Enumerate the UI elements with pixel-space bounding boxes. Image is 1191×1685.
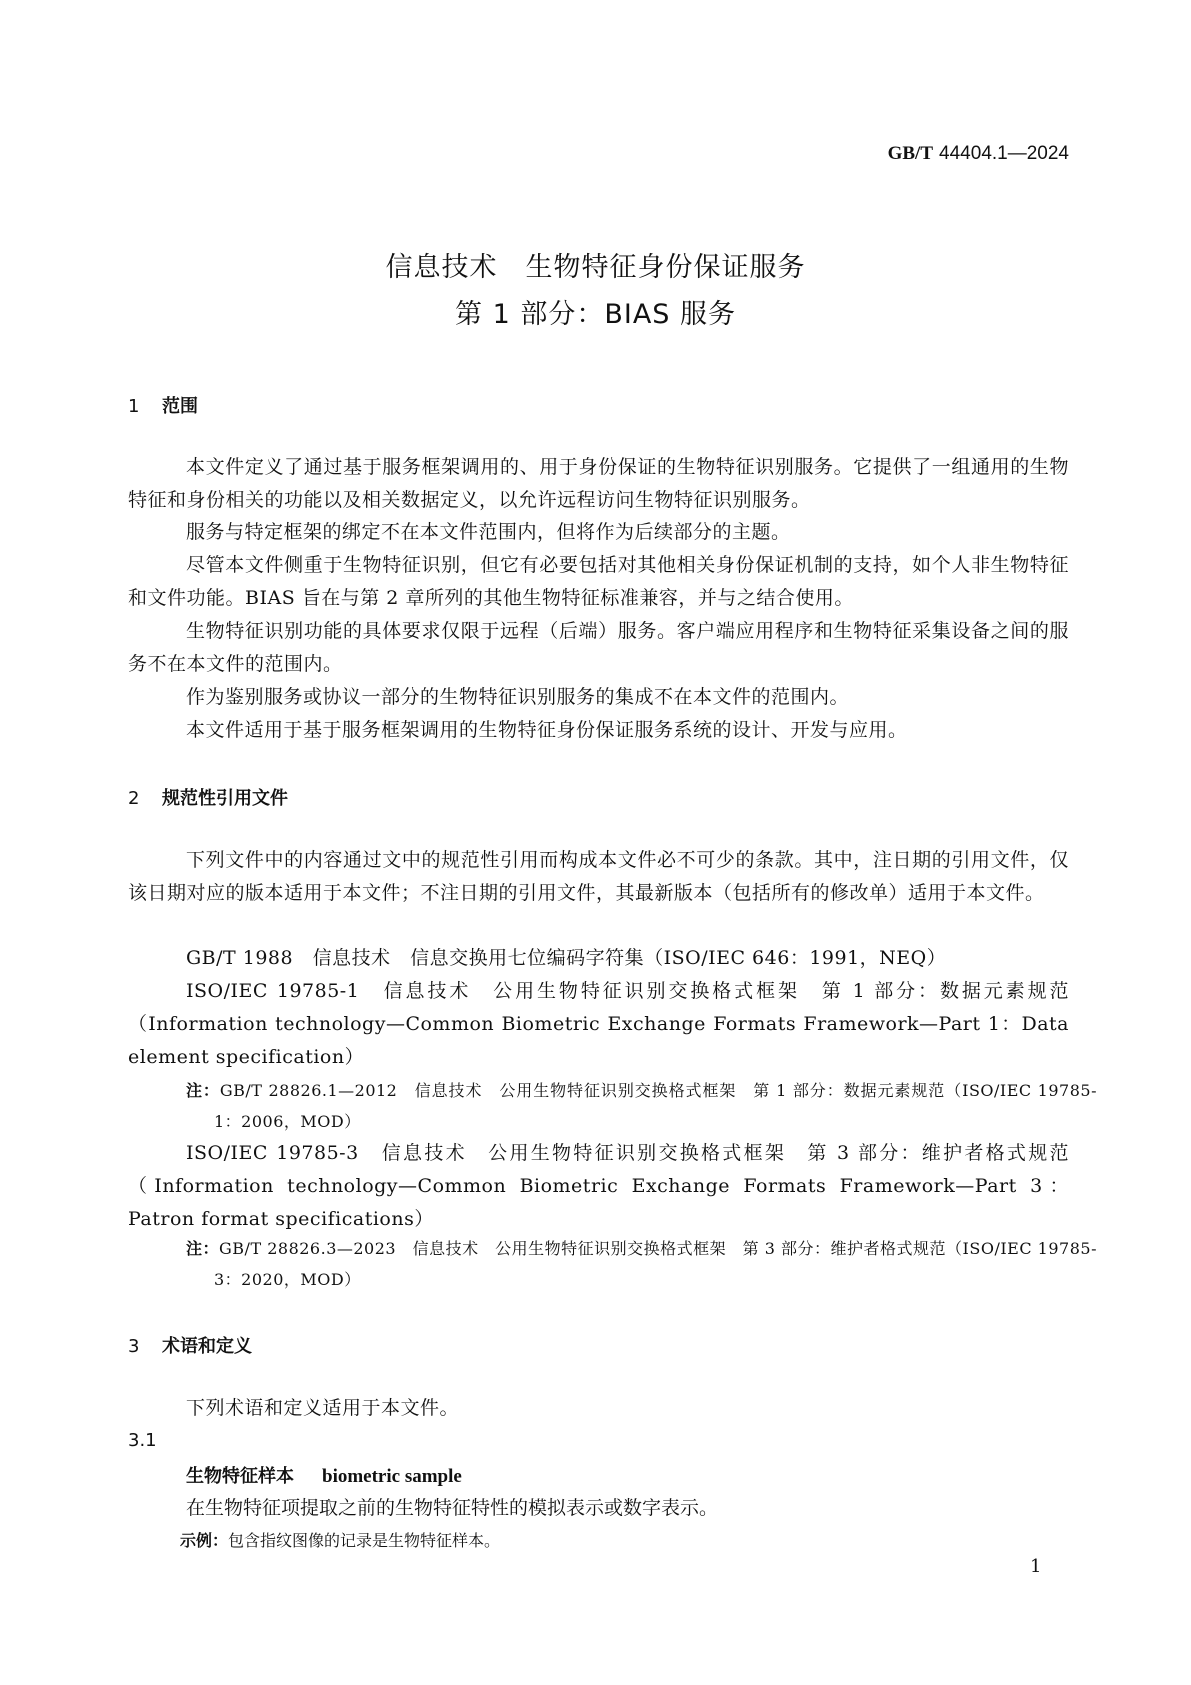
example-label: 示例： (180, 1531, 229, 1550)
section-number: 2 (128, 788, 140, 809)
section-number: 1 (128, 396, 140, 417)
section-heading-3 (128, 1332, 252, 1358)
reference-item: ISO/IEC 19785-3 信息技术 公用生物特征识别交换格式框架 第 3 部分：维护者格式规范（Information technology—Common Biometric Exchange Formats Framework—Part 3：Patron format specifications） (128, 1142, 1069, 1230)
standard-number (888, 142, 1069, 165)
section-title: 规范性引用文件 (162, 788, 288, 809)
note-text: GB/T 28826.1—2012 信息技术 公用生物特征识别交换格式框架 第 1 部分：数据元素规范（ISO/IEC 19785-1：2006，MOD） (214, 1081, 1097, 1131)
paragraph: 本文件适用于基于服务框架调用的生物特征身份保证服务系统的设计、开发与应用。 (186, 719, 908, 741)
term-zh: 生物特征样本 (186, 1466, 294, 1487)
paragraph: 下列术语和定义适用于本文件。 (186, 1397, 460, 1419)
reference-item: ISO/IEC 19785-1 信息技术 公用生物特征识别交换格式框架 第 1 部分：数据元素规范（Information technology—Common Biometric Exchange Formats Framework—Part 1：Data element specification） (128, 980, 1069, 1068)
example (180, 1528, 500, 1551)
section-heading-1 (128, 392, 198, 418)
title-line-1: 信息技术 生物特征身份保证服务 (385, 252, 806, 283)
term-definition: 在生物特征项提取之前的生物特征特性的模拟表示或数字表示。 (186, 1497, 719, 1519)
reference-item: GB/T 1988 信息技术 信息交换用七位编码字符集（ISO/IEC 646：1991，NEQ） (186, 947, 947, 969)
paragraph: 尽管本文件侧重于生物特征识别，但它有必要包括对其他相关身份保证机制的支持，如个人非生物特征和文件功能。BIAS 旨在与第 2 章所列的其他生物特征标准兼容，并与之结合使用。 (128, 554, 1069, 609)
example-text: 包含指纹图像的记录是生物特征样本。 (228, 1531, 501, 1550)
section-title: 范围 (162, 396, 198, 417)
page-number: 1 (1030, 1556, 1042, 1577)
note-label: 注： (186, 1239, 220, 1258)
note (186, 1233, 1097, 1295)
paragraph: 作为鉴别服务或协议一部分的生物特征识别服务的集成不在本文件的范围内。 (186, 686, 850, 708)
section-title: 术语和定义 (162, 1336, 252, 1357)
term-en: biometric sample (322, 1466, 462, 1487)
std-prefix: GB/T (887, 143, 933, 164)
std-number: 44404.1—2024 (939, 143, 1069, 164)
title-line-2: 第 1 部分：BIAS 服务 (454, 299, 737, 330)
term-number: 3.1 (128, 1430, 157, 1451)
paragraph: 本文件定义了通过基于服务框架调用的、用于身份保证的生物特征识别服务。它提供了一组通用的生物特征和身份相关的功能以及相关数据定义，以允许远程访问生物特征识别服务。 (128, 456, 1069, 511)
paragraph: 生物特征识别功能的具体要求仅限于远程（后端）服务。客户端应用程序和生物特征采集设备之间的服务不在本文件的范围内。 (128, 620, 1069, 675)
note-label: 注： (186, 1081, 220, 1100)
note-text: GB/T 28826.3—2023 信息技术 公用生物特征识别交换格式框架 第 3 部分：维护者格式规范（ISO/IEC 19785-3：2020，MOD） (214, 1239, 1097, 1289)
paragraph: 下列文件中的内容通过文中的规范性引用而构成本文件必不可少的条款。其中，注日期的引用文件，仅该日期对应的版本适用于本文件；不注日期的引用文件，其最新版本（包括所有的修改单）适用于本文件。 (128, 849, 1069, 904)
paragraph: 服务与特定框架的绑定不在本文件范围内，但将作为后续部分的主题。 (186, 521, 791, 543)
section-heading-2 (128, 784, 288, 810)
section-number: 3 (128, 1336, 140, 1357)
note (186, 1075, 1097, 1137)
term-heading (186, 1462, 462, 1488)
